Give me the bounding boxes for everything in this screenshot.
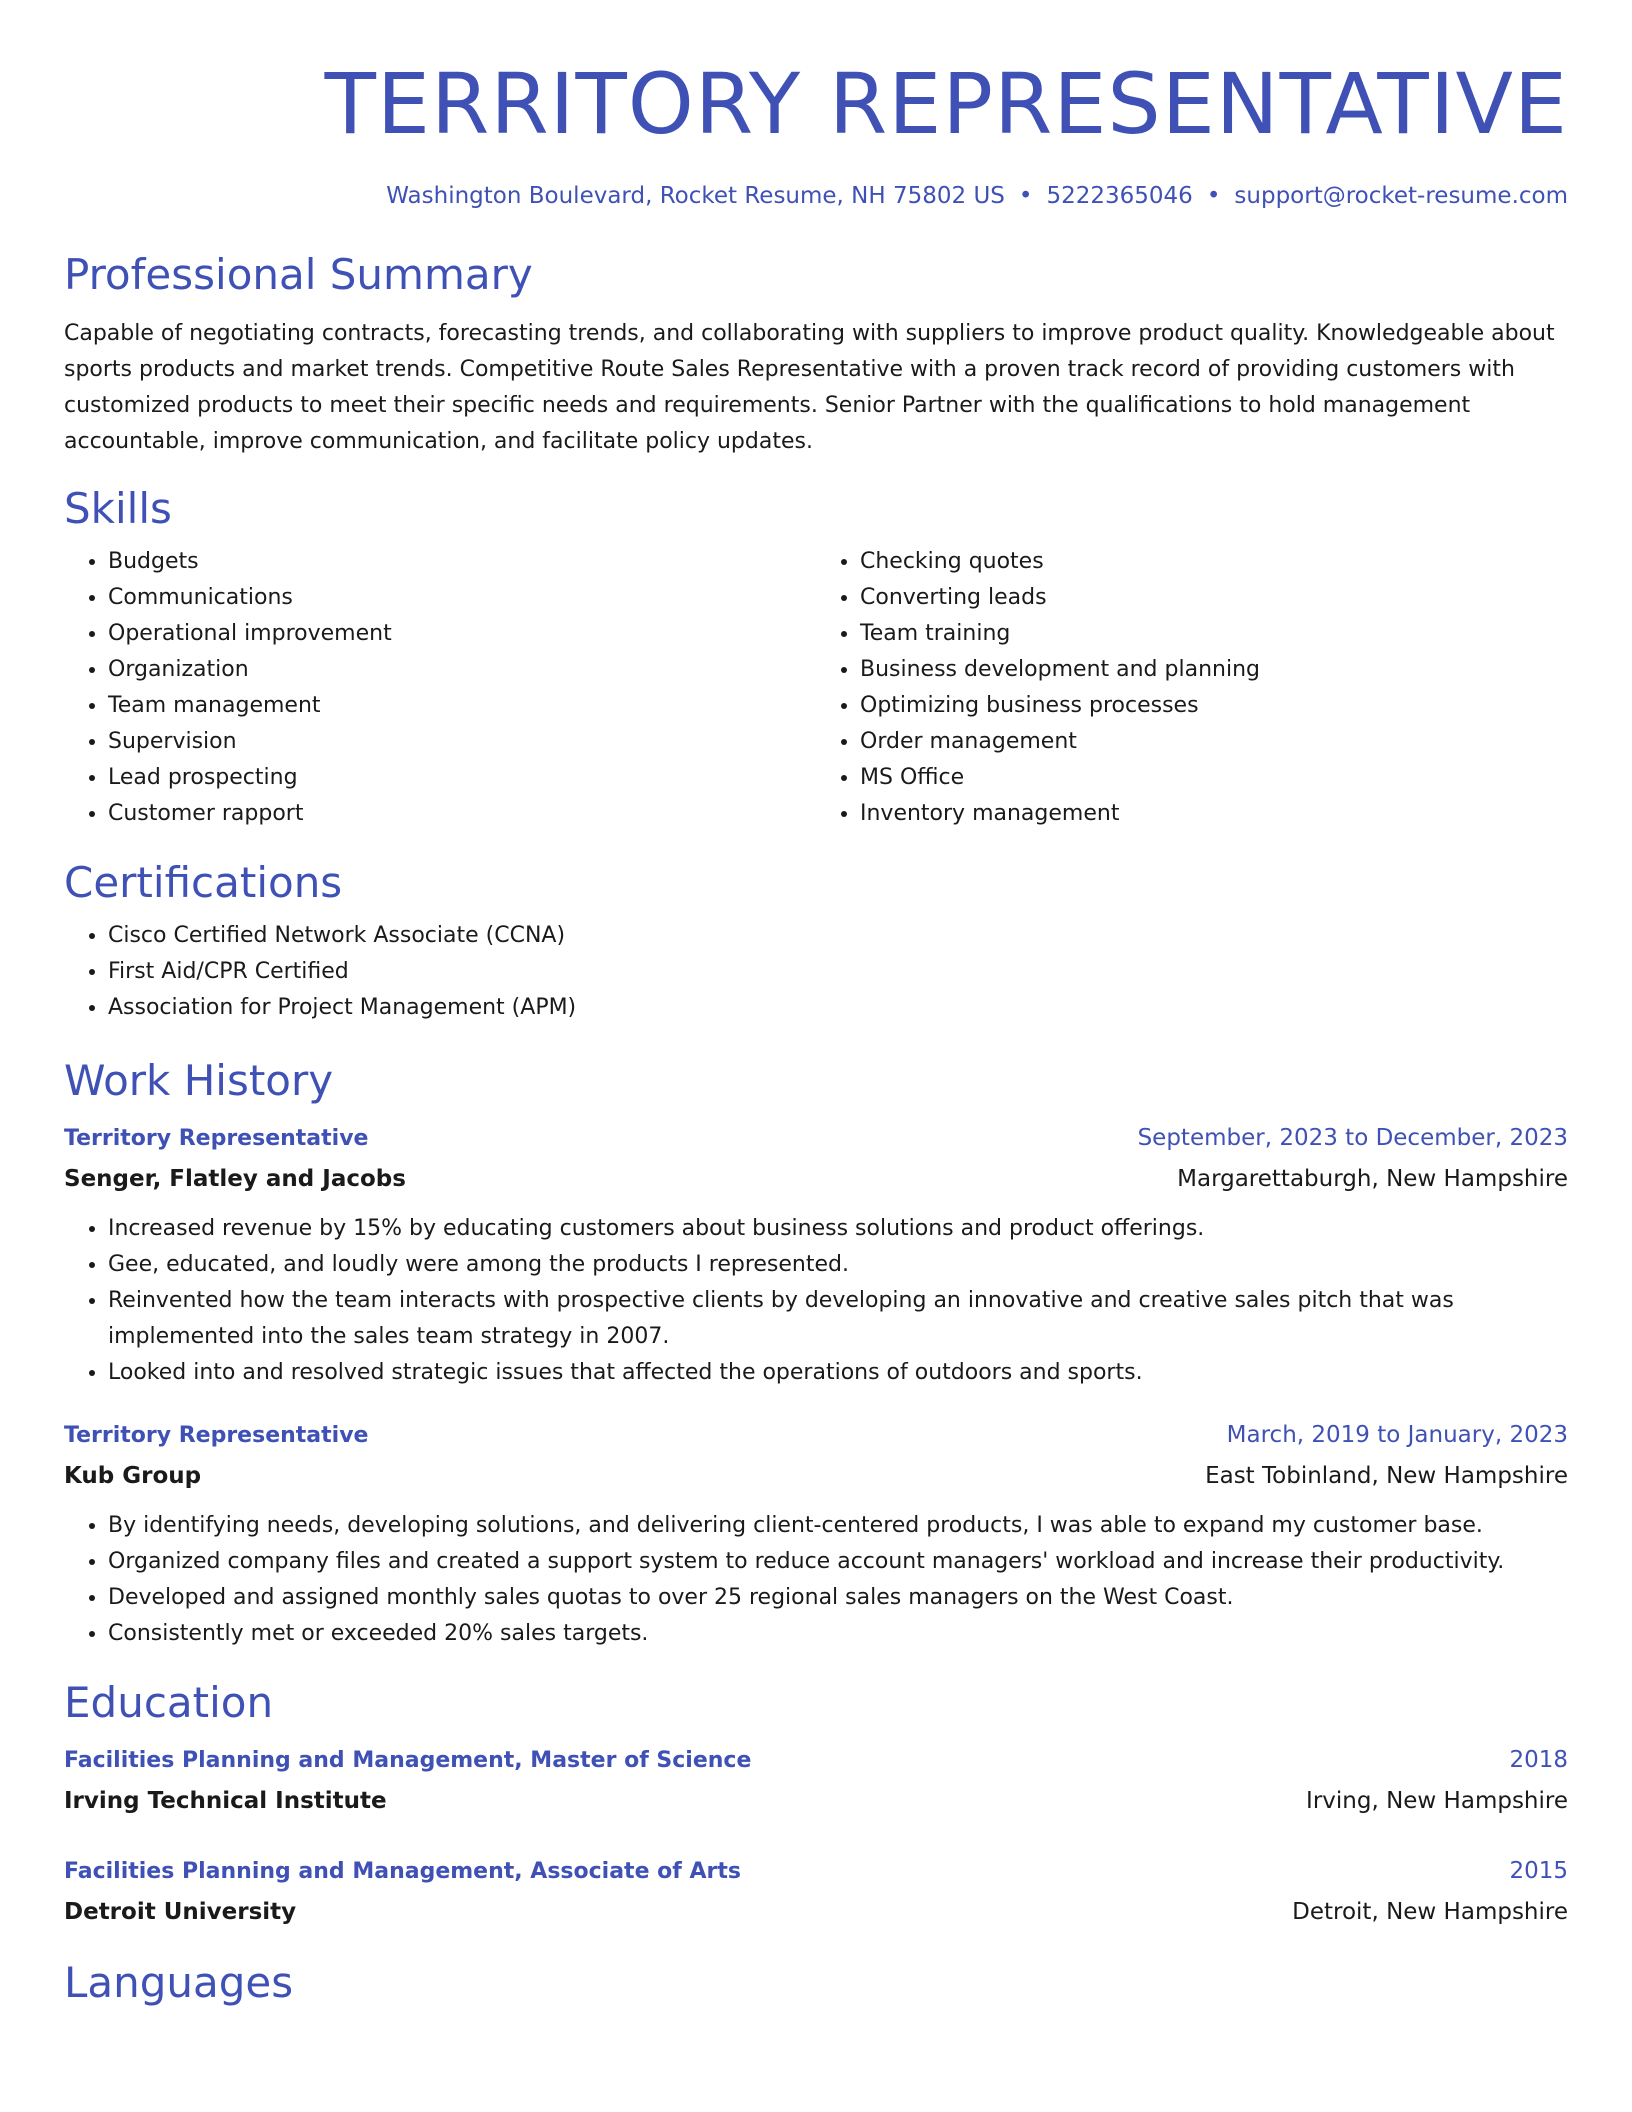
skill-item: • Converting leads	[860, 580, 1568, 616]
contact-email: support@rocket-resume.com	[1234, 183, 1568, 209]
skill-item: • Operational improvement	[108, 616, 816, 652]
skills-heading: Skills	[64, 484, 172, 533]
skill-item: • Communications	[108, 580, 816, 616]
skill-item: • Organization	[108, 652, 816, 688]
certification-item: • Association for Project Management (APM)	[108, 990, 1568, 1026]
job-bullet: • Gee, educated, and loudly were among the products I represented.	[108, 1247, 1568, 1283]
job-bullet: • Increased revenue by 15% by educating customers about business solutions and product offerings.	[108, 1211, 1568, 1247]
job-entry	[64, 1118, 1568, 1391]
contact-phone: 5222365046	[1046, 183, 1193, 209]
job-bullet: • Looked into and resolved strategic issues that affected the operations of outdoors and sports.	[108, 1355, 1568, 1391]
skills-column-left	[64, 544, 816, 832]
job-location: Margarettaburgh, New Hampshire	[1177, 1166, 1568, 1192]
education-heading: Education	[64, 1678, 274, 1727]
job-bullet: • Developed and assigned monthly sales quotas to over 25 regional sales managers on the West Coast.	[108, 1580, 1568, 1616]
skill-item: • Team training	[860, 616, 1568, 652]
summary-text: Capable of negotiating contracts, forecasting trends, and collaborating with suppliers to improve product quality. Knowledgeable about sports products and market trends. Competitive Route Sales Representative with a proven track record of providing customers with customized products to meet their specific needs and requirements. Senior Partner with the qualifications to hold management accountable, improve communication, and facilitate policy updates.	[64, 321, 1555, 454]
job-title: Territory Representative	[64, 1423, 369, 1448]
job-company: Senger, Flatley and Jacobs	[64, 1166, 406, 1192]
education-year: 2015	[1509, 1858, 1568, 1884]
certification-item: • Cisco Certified Network Associate (CCNA)	[108, 918, 1568, 954]
languages-heading: Languages	[64, 1958, 294, 2007]
skill-item: • Business development and planning	[860, 652, 1568, 688]
education-entry	[64, 1740, 1568, 1821]
education-school: Detroit University	[64, 1899, 297, 1925]
certification-item: • First Aid/CPR Certified	[108, 954, 1568, 990]
skill-item: • Supervision	[108, 724, 816, 760]
skills-list	[64, 544, 1568, 832]
certifications-list	[64, 918, 1568, 1026]
job-bullet: • By identifying needs, developing solutions, and delivering client-centered products, I was able to expand my customer base.	[108, 1508, 1568, 1544]
contact-line	[64, 180, 1568, 212]
skill-item: • Budgets	[108, 544, 816, 580]
job-bullet: • Organized company files and created a support system to reduce account managers' workload and increase their productivity.	[108, 1544, 1568, 1580]
skill-item: • MS Office	[860, 760, 1568, 796]
education-degree: Facilities Planning and Management, Master of Science	[64, 1748, 752, 1773]
job-company: Kub Group	[64, 1463, 202, 1489]
job-bullet: • Reinvented how the team interacts with prospective clients by developing an innovative and creative sales pitch that was implemented into the sales team strategy in 2007.	[108, 1283, 1568, 1355]
candidate-title: TERRITORY REPRESENTATIVE	[324, 55, 1568, 153]
education-year: 2018	[1509, 1747, 1568, 1773]
job-dates: March, 2019 to January, 2023	[1226, 1422, 1568, 1448]
job-location: East Tobinland, New Hampshire	[1205, 1463, 1568, 1489]
certifications-heading: Certifications	[64, 858, 343, 907]
job-bullets	[64, 1211, 1568, 1391]
skills-column-right	[816, 544, 1568, 832]
work-history-heading: Work History	[64, 1056, 334, 1105]
job-title: Territory Representative	[64, 1126, 369, 1151]
job-entry	[64, 1415, 1568, 1652]
contact-separator: •	[1206, 183, 1221, 209]
summary-heading: Professional Summary	[64, 250, 533, 299]
education-degree: Facilities Planning and Management, Associate of Arts	[64, 1859, 741, 1884]
contact-separator: •	[1018, 183, 1033, 209]
education-entry	[64, 1851, 1568, 1932]
skill-item: • Checking quotes	[860, 544, 1568, 580]
job-dates: September, 2023 to December, 2023	[1137, 1125, 1568, 1151]
skill-item: • Lead prospecting	[108, 760, 816, 796]
skill-item: • Customer rapport	[108, 796, 816, 832]
skill-item: • Team management	[108, 688, 816, 724]
education-school: Irving Technical Institute	[64, 1788, 387, 1814]
contact-address: Washington Boulevard, Rocket Resume, NH 75802 US	[386, 183, 1005, 209]
job-bullets	[64, 1508, 1568, 1652]
education-location: Detroit, New Hampshire	[1292, 1899, 1568, 1925]
skill-item: • Inventory management	[860, 796, 1568, 832]
skill-item: • Order management	[860, 724, 1568, 760]
job-bullet: • Consistently met or exceeded 20% sales targets.	[108, 1616, 1568, 1652]
education-location: Irving, New Hampshire	[1306, 1788, 1568, 1814]
skill-item: • Optimizing business processes	[860, 688, 1568, 724]
